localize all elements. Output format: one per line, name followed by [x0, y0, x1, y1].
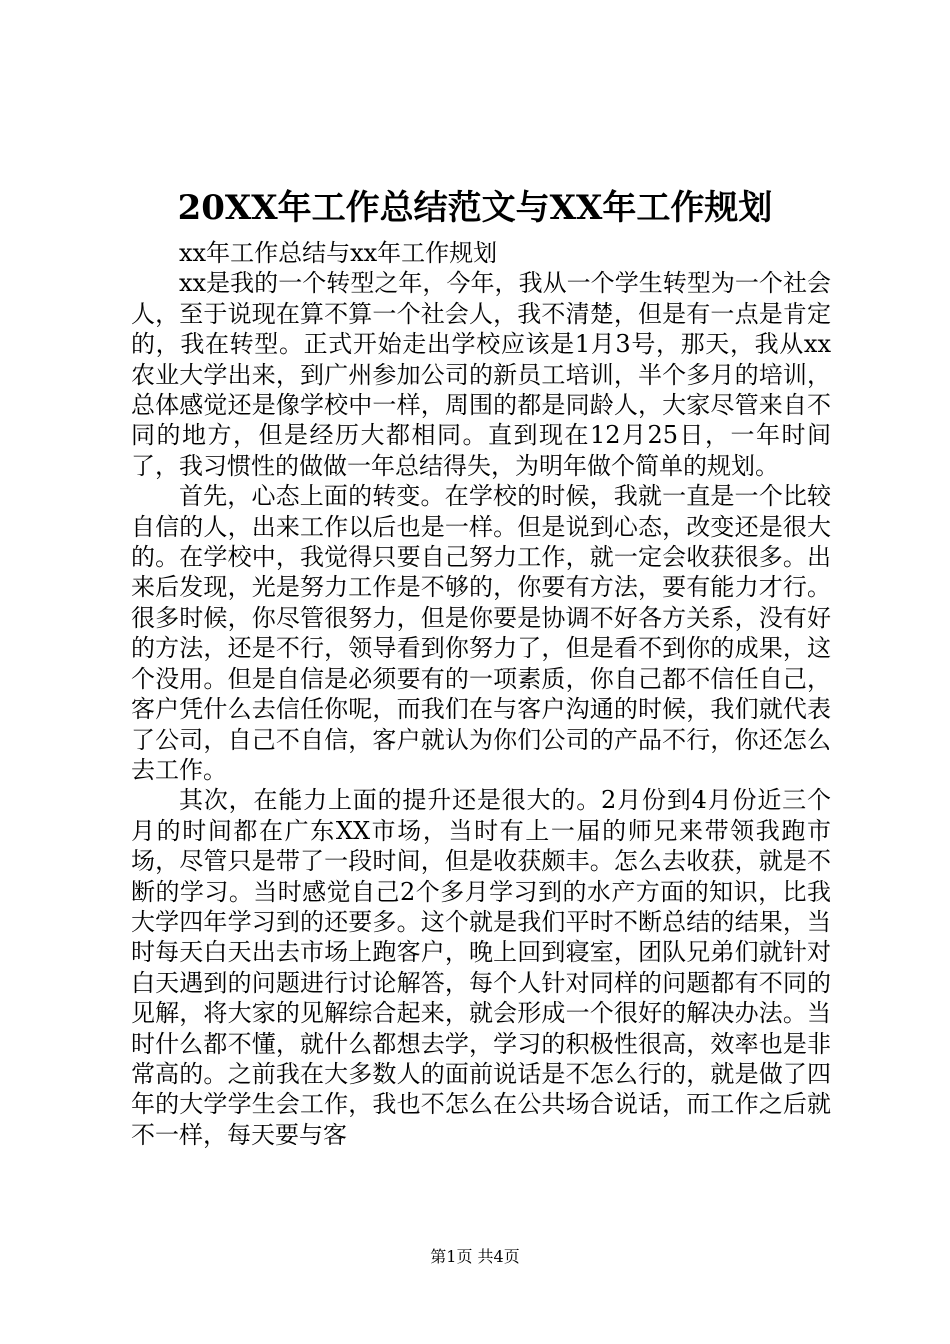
- page-footer: 第1页 共4页: [430, 1247, 520, 1266]
- paragraph-mindset: 首先，心态上面的转变。在学校的时候，我就一直是一个比较自信的人，出来工作以后也是一样。但是说到心态，改变还是很大的。在学校中，我觉得只要自己努力工作，就一定会收获很多。出来后发现，光是努力工作是不够的，你要有方法，要有能力才行。很多时候，你尽管很努力，但是你要是协调不好各方关系，没有好的方法，还是不行，领导看到你努力了，但是看不到你的成果，这个没用。但是自信是必须要有的一项素质，你自己都不信任自己，客户凭什么去信任你呢，而我们在与客户沟通的时候，我们就代表了公司，自己不自信，客户就认为你们公司的产品不行，你还怎么去工作。: [131, 482, 831, 784]
- document-title: 20XX年工作总结范文与XX年工作规划: [177, 188, 773, 228]
- document-body: [131, 238, 831, 1150]
- paragraph-subtitle: xx年工作总结与xx年工作规划: [179, 239, 498, 267]
- paragraph-ability: 其次，在能力上面的提升还是很大的。2月份到4月份近三个月的时间都在广东XX市场，当时有上一届的师兄来带领我跑市场，尽管只是带了一段时间，但是收获颇丰。怎么去收获，就是不断的学习。当时感觉自己2个多月学习到的水产方面的知识，比我大学四年学习到的还要多。这个就是我们平时不断总结的结果，当时每天白天出去市场上跑客户，晚上回到寝室，团队兄弟们就针对白天遇到的问题进行讨论解答，每个人针对同样的问题都有不同的见解，将大家的见解综合起来，就会形成一个很好的解决办法。当时什么都不懂，就什么都想去学，学习的积极性很高，效率也是非常高的。之前我在大多数人的面前说话是不怎么行的，就是做了四年的大学学生会工作，我也不怎么在公共场合说话，而工作之后就不一样，每天要与客: [131, 786, 831, 1149]
- paragraph-intro: xx是我的一个转型之年，今年，我从一个学生转型为一个社会人，至于说现在算不算一个社会人，我不清楚，但是有一点是肯定的，我在转型。正式开始走出学校应该是1月3号，那天，我从xx农业大学出来，到广州参加公司的新员工培训，半个多月的培训，总体感觉还是像学校中一样，周围的都是同龄人，大家尽管来自不同的地方，但是经历大都相同。直到现在12月25日，一年时间了，我习惯性的做做一年总结得失，为明年做个简单的规划。: [131, 269, 831, 480]
